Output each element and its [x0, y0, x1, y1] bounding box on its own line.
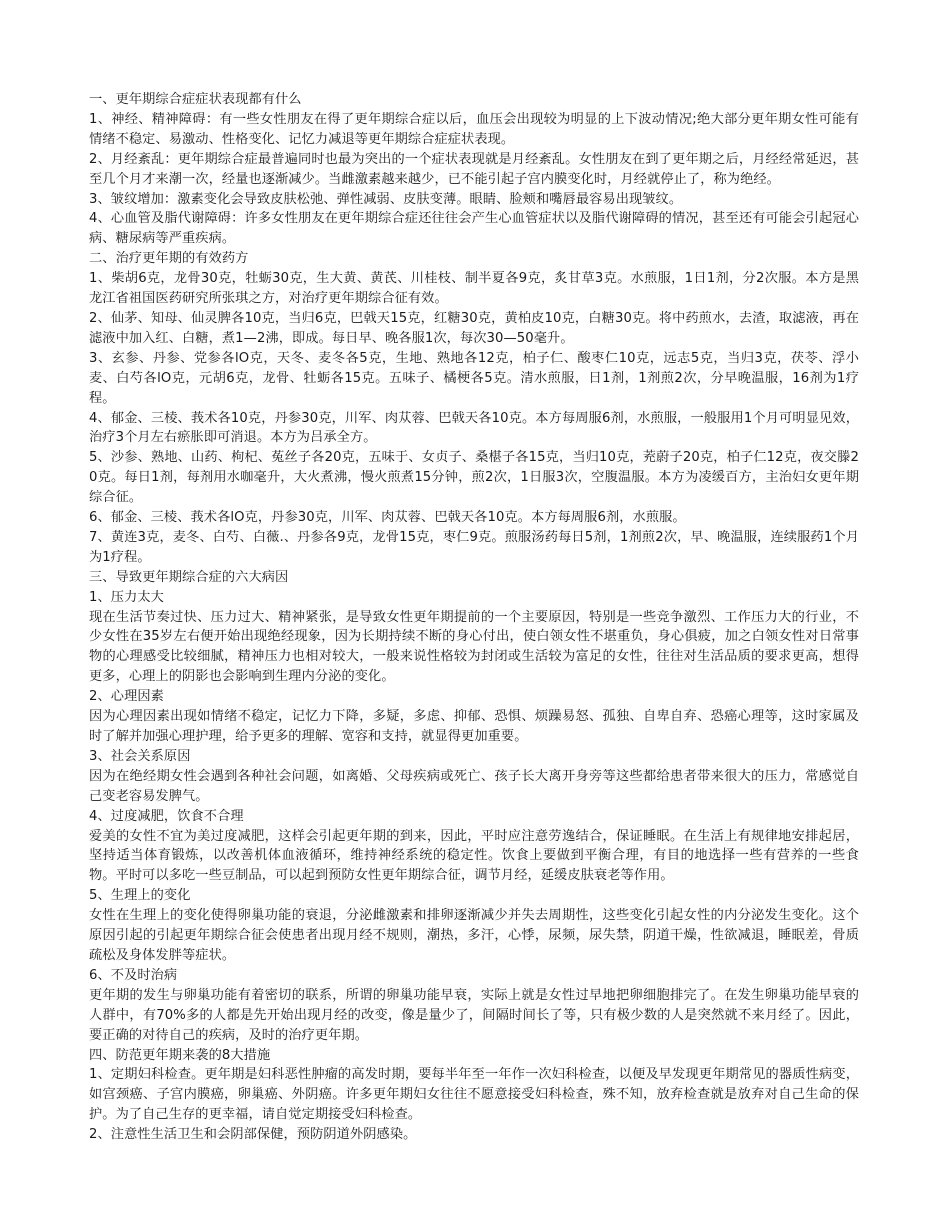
paragraph: 4、心血管及脂代谢障碍：许多女性朋友在更年期综合症还往往会产生心血管症状以及脂代谢障碍的情况，甚至还有可能会引起冠心病、糖尿病等严重疾病。 [89, 211, 859, 247]
paragraph: 因为心理因素出现如情绪不稳定，记忆力下降，多疑，多虑、抑郁、恐惧、烦躁易怒、孤独、自卑自弃、恐癌心理等，这时家属及时了解并加强心理护理，给予更多的理解、宽容和支持，就显得更加重要。 [89, 709, 859, 744]
paragraph: 4、郁金、三棱、莪术各10克，丹参30克，川军、肉苁蓉、巴戟天各10克。本方每周服6剂，水煎服，一般服用1个月可明显见效，治疗3个月左右瘀胀即可消退。本方为吕承全方。 [89, 410, 859, 446]
paragraph: 2、注意性生活卫生和会阴部保健，预防阴道外阴感染。 [89, 1127, 417, 1143]
paragraph: 女性在生理上的变化使得卵巢功能的衰退，分泌雌激素和排卵逐渐减少并失去周期性，这些变化引起女性的内分泌发生变化。这个原因引起的引起更年期综合征会使患者出现月经不规则，潮热，多汗，心悸，尿频，尿失禁，阴道干燥，性欲减退，睡眠差，骨质疏松及身体发胖等症状。 [89, 908, 859, 963]
subheading: 2、心理因素 [89, 689, 164, 705]
section-heading-remedies: 二、治疗更年期的有效药方 [89, 251, 249, 267]
section-heading-symptoms: 一、更年期综合症症状表现都有什么 [89, 92, 302, 107]
subheading: 4、过度减肥，饮食不合理 [89, 808, 244, 824]
paragraph: 7、黄连3克，麦冬、白芍、白薇.、丹参各9克，龙骨15克，枣仁9克。煎服汤药每日5剂，1剂煎2次，早、晚温服，连续服药1个月为1疗程。 [89, 529, 859, 565]
paragraph: 5、沙参、熟地、山药、枸杞、菟丝子各20克，五味于、女贞子、桑椹子各15克，当归10克，茺蔚子20克，柏子仁12克，夜交滕20克。每日1剂，每剂用水咖毫升，大火煮沸，慢火煎煮15分钟，煎2次，1日服3次，空腹温服。本方为凌缓百方，主治妇女更年期综合征。 [89, 450, 859, 506]
paragraph: 6、郁金、三棱、莪术各lO克，丹参30克，川军、肉苁蓉、巴戟天各10克。本方每周服6剂，水煎服。 [89, 510, 686, 526]
paragraph: 现在生活节奏过快、压力过大、精神紧张，是导致女性更年期提前的一个主要原因，特别是一些竞争激烈、工作压力大的行业，不少女性在35岁左右便开始出现绝经现象，因为长期持续不断的身心付出，使白领女性不堪重负，身心俱疲，加之白领女性对日常事物的心理感受比较细腻，精神压力也相对较大，一般来说性格较为封闭或生活较为富足的女性，往往对生活品质的要求更高，想得更多，心理上的阴影也会影响到生理内分泌的变化。 [89, 609, 859, 685]
paragraph: 1、定期妇科检查。更年期是妇科恶性肿瘤的高发时期，要每半年至一年作一次妇科检查，以便及早发现更年期常见的器质性病变，如宫颈癌、子宫内膜癌，卵巢癌、外阴癌。许多更年期妇女往往不愿意接受妇科检查，殊不知，放弃检查就是放弃对自己生命的保护。为了自己生存的更幸福，请自觉定期接受妇科检查。 [89, 1067, 859, 1123]
section-heading-causes: 三、导致更年期综合症的六大病因 [89, 569, 289, 585]
subheading: 1、压力太大 [89, 589, 164, 605]
paragraph: 3、玄参、丹参、党参各lO克，天冬、麦冬各5克，生地、熟地各12克，柏子仁、酸枣仁10克，远志5克，当归3克，茯苓、浮小麦、白芍各lO克，元胡6克，龙骨、牡蛎各15克。五味子、橘梗各5克。清水煎服，日1剂，1剂煎2次，分早晚温服，16剂为1疗程。 [89, 350, 859, 406]
paragraph: 2、月经紊乱：更年期综合症最普遍同时也最为突出的一个症状表现就是月经紊乱。女性朋友在到了更年期之后，月经经常延迟，甚至几个月才来潮一次，经量也逐渐减少。当雌激素越来越少，已不能引起子宫内膜变化时，月经就停止了，称为绝经。 [89, 151, 859, 187]
paragraph: 2、仙茅、知母、仙灵脾各10克，当归6克，巴戟天15克，红糖30克，黄柏皮10克，白糖30克。将中药煎水，去渣，取滤液，再在滤液中加入红、白糖，煮1—2沸，即成。每日早、晚各服1次，每次30—50毫升。 [89, 310, 859, 346]
section-heading-prevention: 四、防范更年期来袭的8大措施 [89, 1047, 271, 1063]
paragraph: 1、神经、精神障碍：有一些女性朋友在得了更年期综合症以后，血压会出现较为明显的上下波动情况;绝大部分更年期女性可能有情绪不稳定、易激动、性格变化、记忆力减退等更年期综合症症状表现。 [89, 111, 859, 147]
document-body [89, 90, 859, 1145]
paragraph: 爱美的女性不宜为美过度减肥，这样会引起更年期的到来，因此，平时应注意劳逸结合，保证睡眠。在生活上有规律地安排起居，坚持适当体育锻炼，以改善机体血液循环，维持神经系统的稳定性。饮食上要做到平衡合理，有目的地选择一些有营养的一些食物。平时可以多吃一些豆制品，可以起到预防女性更年期综合征，调节月经，延缓皮肤衰老等作用。 [89, 828, 859, 884]
subheading: 3、社会关系原因 [89, 748, 191, 764]
paragraph: 3、皱纹增加：激素变化会导致皮肤松弛、弹性减弱、皮肤变薄。眼睛、脸颊和嘴唇最容易出现皱纹。 [89, 191, 683, 207]
subheading: 5、生理上的变化 [89, 888, 191, 904]
paragraph: 更年期的发生与卵巢功能有着密切的联系，所谓的卵巢功能早衰，实际上就是女性过早地把卵细胞排完了。在发生卵巢功能早衰的人群中，有70%多的人都是先开始出现月经的改变，像是量少了，间隔时间长了等，只有极少数的人是突然就不来月经了。因此，要正确的对待自己的疾病，及时的治疗更年期。 [89, 987, 859, 1043]
subheading: 6、不及时治病 [89, 967, 178, 983]
paragraph: 因为在绝经期女性会遇到各种社会问题，如离婚、父母疾病或死亡、孩子长大离开身旁等这些都给患者带来很大的压力，常感觉自己变老容易发脾气。 [89, 768, 859, 804]
paragraph: 1、柴胡6克，龙骨30克，牡蛎30克，生大黄、黄芪、川桂枝、制半夏各9克，炙甘草3克。水煎服，1日1剂，分2次服。本方是黑龙江省祖国医药研究所张琪之方，对治疗更年期综合征有效。 [89, 271, 859, 307]
